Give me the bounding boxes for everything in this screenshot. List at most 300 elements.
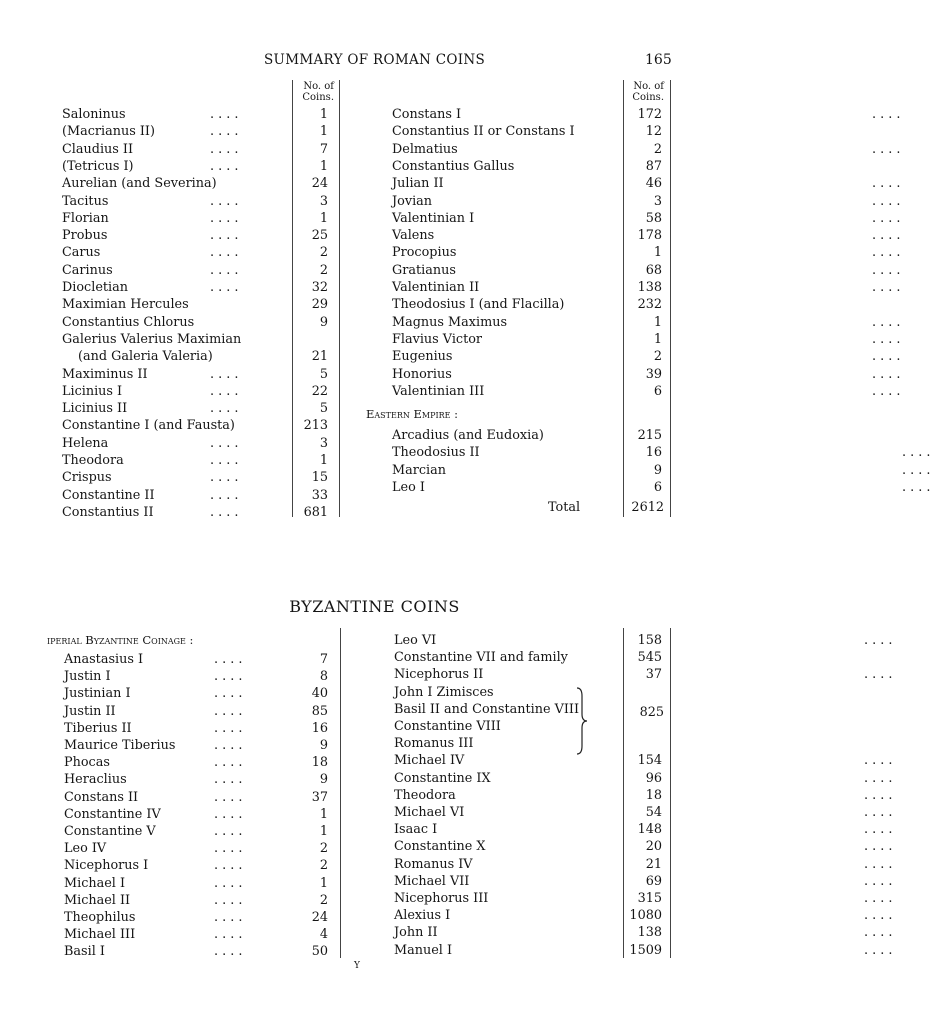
entry-count: 21 [645, 856, 662, 872]
entry-name: Theophilus [64, 910, 136, 925]
entry-name: Constantine X [394, 839, 486, 855]
entry-count: 6 [653, 479, 662, 495]
entry-count: 2 [653, 349, 662, 365]
table-row [394, 752, 893, 769]
entry-name: Magnus Maximus [392, 314, 508, 330]
table-row [64, 892, 328, 909]
entry-count: 545 [637, 650, 662, 666]
entry-name: Jovian [392, 193, 433, 209]
entry-name: Nicephorus II [394, 667, 484, 683]
entry-name: Constantius II [62, 504, 154, 520]
entry-name: Phocas [64, 755, 110, 771]
entry-name: Constans II [64, 789, 139, 805]
entry-name: Theodosius II [392, 445, 480, 461]
table-row [62, 141, 328, 158]
entry-count: 16 [311, 720, 328, 736]
entry-name: Constans I [392, 107, 462, 122]
entry-name: Constantius Gallus [392, 158, 515, 174]
table-row [394, 787, 893, 804]
entry-count: 172 [637, 107, 662, 122]
leader-dots: . . . . [214, 720, 243, 736]
table-row [62, 417, 328, 434]
entry-name: Honorius [392, 366, 452, 382]
entry-name: Constantine IX [394, 770, 491, 786]
table-row [394, 804, 893, 821]
entry-name: Saloninus [62, 107, 126, 122]
entry-name: Constantine VII and family [394, 650, 568, 666]
leader-dots: . . . . [210, 487, 239, 503]
leader-dots: . . . . [214, 755, 243, 771]
entry-name: Probus [62, 228, 108, 244]
entry-name: Manuel I [394, 942, 453, 958]
table-row [394, 924, 893, 941]
table-row [394, 821, 893, 838]
leader-dots: . . . . [872, 314, 901, 330]
entry-count: 178 [637, 228, 662, 244]
leader-dots: . . . . [210, 210, 239, 226]
entry-count: 37 [645, 667, 662, 683]
entry-name: Michael VII [394, 873, 470, 889]
table-row [392, 331, 901, 348]
entry-count: 3 [319, 435, 328, 451]
leader-dots: . . . . [872, 245, 901, 261]
bracket-count: 825 [639, 705, 664, 720]
column-rule [339, 80, 340, 517]
table-row [62, 210, 328, 227]
table-row [394, 907, 893, 924]
leader-dots: . . . . [214, 858, 243, 874]
entry-name: Romanus III [394, 736, 474, 752]
entry-count: 158 [637, 633, 662, 648]
entry-name: Flavius Victor [392, 331, 483, 347]
eastern-empire-heading: Eastern Empire : [366, 407, 459, 421]
leader-dots: . . . . [210, 504, 239, 520]
leader-dots: . . . . [214, 892, 243, 908]
entry-name: Michael I [64, 875, 126, 891]
entry-name: Justin II [64, 703, 116, 719]
entry-count: 33 [311, 487, 328, 503]
entry-name: Valens [392, 228, 435, 244]
table-row [64, 720, 328, 737]
entry-name: Eugenius [392, 349, 453, 365]
entry-count: 5 [319, 401, 328, 417]
entry-name: Florian [62, 210, 109, 226]
entry-count: 1 [653, 331, 662, 347]
entry-count: 7 [319, 141, 328, 157]
leader-dots: . . . . [214, 686, 243, 702]
entry-name: Galerius Valerius Maximian [62, 331, 242, 347]
entry-name: Julian II [392, 176, 444, 192]
leader-dots: . . . . [864, 942, 893, 958]
leader-dots: . . . . [214, 652, 243, 667]
entry-name: Basil II and Constantine VIII [394, 701, 580, 717]
entry-count: 2 [319, 858, 328, 874]
table-row [62, 175, 328, 192]
entry-count: 1 [319, 107, 328, 122]
entry-name: Helena [62, 435, 109, 451]
leader-dots: . . . . [872, 383, 901, 399]
table-row [394, 942, 893, 959]
total-value: 2612 [631, 500, 664, 515]
total-label: Total [548, 500, 581, 515]
table-row [392, 244, 901, 261]
entry-name: Tacitus [62, 193, 109, 209]
entry-count: 68 [645, 262, 662, 278]
table-row [394, 890, 893, 907]
leader-dots: . . . . [902, 479, 930, 495]
table-row [392, 366, 901, 383]
entry-count: 2 [653, 141, 662, 157]
entry-name: Licinius I [62, 383, 123, 399]
entry-count: 40 [311, 686, 328, 702]
table-row [62, 106, 328, 123]
entry-name: Theodora [62, 453, 124, 468]
entry-count: 154 [637, 753, 662, 769]
table-row [394, 838, 893, 855]
entry-count: 213 [303, 418, 328, 434]
entry-name: (and Galeria Valeria) [78, 349, 213, 365]
grouping-brace [574, 686, 590, 756]
entry-count: 85 [311, 703, 328, 719]
leader-dots: . . . . [872, 107, 901, 122]
column-rule [670, 628, 671, 958]
leader-dots: . . . . [864, 839, 893, 855]
leader-dots: . . . . [210, 262, 239, 278]
leader-dots: . . . . [210, 435, 239, 451]
table-row [392, 383, 901, 400]
table-row [62, 348, 328, 365]
entry-name: Alexius I [394, 908, 451, 924]
leader-dots: . . . . [214, 772, 243, 788]
table-row [64, 771, 328, 788]
entry-name: Leo VI [394, 633, 437, 648]
leader-dots: . . . . [864, 753, 893, 769]
table-row [394, 770, 893, 787]
table-row [392, 106, 901, 123]
table-row [64, 823, 328, 840]
table-row [62, 193, 328, 210]
table-row [62, 452, 328, 469]
entry-name: Constantine II [62, 487, 155, 503]
table-row [64, 789, 328, 806]
entry-count: 50 [311, 944, 328, 960]
table-row [394, 684, 662, 701]
table-row [394, 856, 893, 873]
leader-dots: . . . . [864, 891, 893, 906]
entry-count: 29 [311, 297, 328, 313]
entry-count: 24 [311, 910, 328, 925]
entry-name: Romanus IV [394, 856, 473, 872]
leader-dots: . . . . [864, 770, 893, 786]
entry-count: 16 [645, 445, 662, 461]
entry-name: Michael VI [394, 805, 465, 820]
table-row [392, 175, 901, 192]
table-row [64, 668, 328, 685]
leader-dots: . . . . [872, 331, 901, 347]
table-row [394, 649, 662, 666]
entry-name: Valentinian II [392, 280, 480, 295]
leader-dots: . . . . [210, 245, 239, 261]
column-rule [670, 80, 671, 517]
leader-dots: . . . . [214, 824, 243, 839]
leader-dots: . . . . [210, 228, 239, 244]
entry-count: 148 [637, 822, 662, 838]
leader-dots: . . . . [210, 453, 239, 468]
entry-count: 54 [645, 805, 662, 820]
table-row [64, 840, 328, 857]
leader-dots: . . . . [864, 633, 893, 648]
entry-count: 22 [311, 383, 328, 399]
table-row [392, 123, 662, 140]
entry-name: Justin I [64, 669, 111, 685]
entry-count: 1 [653, 314, 662, 330]
entry-count: 32 [311, 280, 328, 295]
leader-dots: . . . . [872, 176, 901, 192]
entry-count: 96 [645, 770, 662, 786]
page-number: 165 [645, 52, 672, 68]
leader-dots: . . . . [872, 210, 901, 226]
entry-name: Constantine VIII [394, 719, 501, 734]
entry-name: Basil I [64, 944, 105, 960]
entry-name: Gratianus [392, 262, 456, 278]
table-row [62, 279, 328, 296]
entry-count: 2 [319, 892, 328, 908]
table-row [62, 383, 328, 400]
leader-dots: . . . . [210, 366, 239, 382]
entry-name: Maurice Tiberius [64, 738, 176, 753]
table-row [64, 875, 328, 892]
entry-count: 9 [319, 738, 328, 753]
table-row [64, 754, 328, 771]
entry-name: Licinius II [62, 401, 128, 417]
table-row [62, 296, 328, 313]
entry-count: 138 [637, 925, 662, 941]
entry-name: John II [394, 925, 438, 941]
entry-count: 87 [645, 158, 662, 174]
table-row [64, 909, 328, 926]
entry-count: 39 [645, 366, 662, 382]
running-title: SUMMARY OF ROMAN COINS [264, 52, 485, 68]
table-row [392, 479, 930, 496]
table-row [62, 314, 328, 331]
table-row [392, 210, 901, 227]
leader-dots: . . . . [902, 462, 930, 478]
leader-dots: . . . . [864, 805, 893, 820]
entry-count: 6 [653, 383, 662, 399]
table-row [392, 462, 930, 479]
entry-count: 1 [319, 124, 328, 140]
leader-dots: . . . . [214, 944, 243, 960]
entry-name: Diocletian [62, 280, 128, 295]
leader-dots: . . . . [864, 873, 893, 889]
table-row [64, 685, 328, 702]
leader-dots: . . . . [872, 349, 901, 365]
table-row [394, 666, 893, 683]
leader-dots: . . . . [902, 445, 930, 461]
entry-name: Anastasius I [64, 652, 144, 667]
entry-count: 1 [319, 806, 328, 822]
entry-count: 25 [311, 228, 328, 244]
entry-name: John I Zimisces [394, 684, 494, 700]
count-column-header-left: No. of Coins. [302, 81, 334, 103]
table-row [64, 857, 328, 874]
entry-count: 3 [319, 193, 328, 209]
imperial-byzantine-heading: iperial Byzantine Coinage : [47, 633, 194, 647]
entry-name: Constantius II or Constans I [392, 124, 575, 140]
entry-count: 18 [311, 755, 328, 771]
entry-count: 3 [653, 193, 662, 209]
table-row [394, 632, 893, 649]
entry-count: 15 [311, 470, 328, 486]
entry-name: Carinus [62, 262, 113, 278]
entry-count: 9 [319, 772, 328, 788]
table-row [64, 737, 328, 754]
entry-count: 12 [645, 124, 662, 140]
leader-dots: . . . . [864, 822, 893, 838]
leader-dots: . . . . [214, 910, 243, 925]
leader-dots: . . . . [214, 927, 243, 943]
entry-name: Heraclius [64, 772, 127, 788]
table-row [62, 400, 328, 417]
leader-dots: . . . . [210, 141, 239, 157]
entry-count: 4 [319, 927, 328, 943]
entry-name: Carus [62, 245, 101, 261]
entry-name: Leo IV [64, 841, 107, 857]
entry-name: Theodosius I (and Flacilla) [392, 297, 565, 313]
table-row [392, 193, 901, 210]
entry-count: 681 [303, 504, 328, 520]
entry-name: Michael II [64, 892, 131, 908]
entry-name: Nicephorus III [394, 891, 489, 906]
leader-dots: . . . . [214, 841, 243, 857]
table-row [392, 262, 901, 279]
leader-dots: . . . . [864, 856, 893, 872]
entry-name: (Macrianus II) [62, 124, 155, 140]
table-row [62, 158, 328, 175]
entry-count: 18 [645, 787, 662, 803]
table-row [64, 806, 328, 823]
leader-dots: . . . . [210, 401, 239, 417]
entry-count: 37 [311, 789, 328, 805]
leader-dots: . . . . [214, 789, 243, 805]
table-row [62, 331, 328, 348]
entry-count: 58 [645, 210, 662, 226]
entry-count: 1 [319, 210, 328, 226]
entry-name: Nicephorus I [64, 858, 149, 874]
leader-dots: . . . . [872, 262, 901, 278]
entry-name: Crispus [62, 470, 112, 486]
leader-dots: . . . . [872, 141, 901, 157]
table-row [392, 427, 662, 444]
table-row [392, 279, 901, 296]
table-row [64, 651, 328, 668]
entry-count: 215 [637, 428, 662, 443]
leader-dots: . . . . [210, 193, 239, 209]
entry-count: 1080 [629, 908, 662, 924]
entry-count: 7 [319, 652, 328, 667]
entry-name: (Tetricus I) [62, 158, 134, 174]
leader-dots: . . . . [210, 470, 239, 486]
table-row [62, 469, 328, 486]
entry-count: 232 [637, 297, 662, 313]
entry-count: 24 [311, 176, 328, 192]
column-rule [340, 628, 341, 958]
entry-name: Theodora [394, 787, 456, 803]
entry-count: 1 [319, 875, 328, 891]
leader-dots: . . . . [872, 366, 901, 382]
entry-name: Arcadius (and Eudoxia) [392, 428, 544, 443]
leader-dots: . . . . [210, 383, 239, 399]
entry-count: 5 [319, 366, 328, 382]
table-row [64, 943, 328, 960]
leader-dots: . . . . [864, 787, 893, 803]
entry-count: 46 [645, 176, 662, 192]
table-row [62, 366, 328, 383]
leader-dots: . . . . [872, 228, 901, 244]
leader-dots: . . . . [210, 280, 239, 295]
leader-dots: . . . . [872, 280, 901, 295]
entry-name: Michael IV [394, 753, 465, 769]
table-row [62, 262, 328, 279]
entry-count: 9 [653, 462, 662, 478]
entry-name: Maximinus II [62, 366, 148, 382]
table-row [62, 435, 328, 452]
entry-count: 1 [653, 245, 662, 261]
entry-name: Constantine I (and Fausta) [62, 418, 235, 434]
table-row [392, 314, 901, 331]
entry-count: 21 [311, 349, 328, 365]
entry-name: Maximian Hercules [62, 297, 189, 313]
leader-dots: . . . . [210, 107, 239, 122]
leader-dots: . . . . [872, 193, 901, 209]
leader-dots: . . . . [210, 158, 239, 174]
table-row [392, 158, 662, 175]
table-row [62, 504, 328, 521]
leader-dots: . . . . [214, 875, 243, 891]
entry-name: Constantine V [64, 824, 156, 839]
table-row [392, 348, 901, 365]
leader-dots: . . . . [210, 124, 239, 140]
entry-count: 138 [637, 280, 662, 295]
entry-name: Justinian I [64, 686, 131, 702]
entry-name: Delmatius [392, 141, 458, 157]
entry-name: Valentinian I [392, 210, 475, 226]
table-row [394, 873, 893, 890]
leader-dots: . . . . [214, 669, 243, 685]
leader-dots: . . . . [214, 806, 243, 822]
entry-count: 1 [319, 158, 328, 174]
section-title: BYZANTINE COINS [289, 597, 460, 616]
entry-count: 20 [645, 839, 662, 855]
entry-count: 9 [319, 314, 328, 330]
leader-dots: . . . . [214, 738, 243, 753]
table-row [62, 227, 328, 244]
entry-name: Marcian [392, 462, 446, 478]
entry-name: Leo I [392, 479, 425, 495]
table-row [392, 444, 930, 461]
table-row [62, 487, 328, 504]
entry-count: 1 [319, 824, 328, 839]
entry-count: 8 [319, 669, 328, 685]
entry-name: Claudius II [62, 141, 134, 157]
entry-name: Procopius [392, 245, 457, 261]
table-row [64, 926, 328, 943]
entry-count: 2 [319, 841, 328, 857]
table-row [392, 296, 662, 313]
entry-count: 69 [645, 873, 662, 889]
entry-name: Constantine IV [64, 806, 161, 822]
leader-dots: . . . . [864, 908, 893, 924]
